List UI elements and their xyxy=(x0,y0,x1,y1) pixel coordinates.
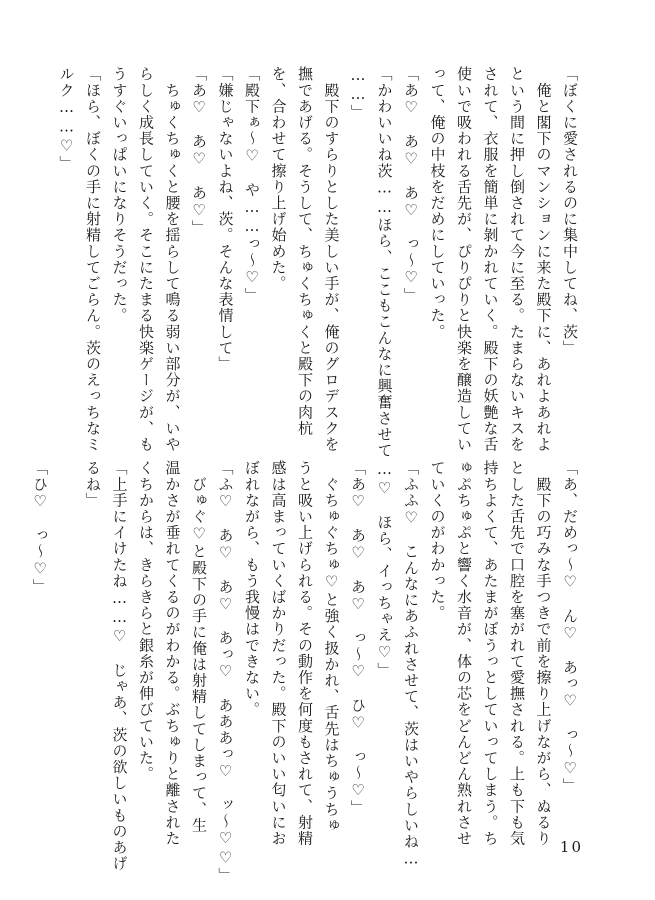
text-line: 撫であげる。そうして、ちゅくちゅくと殿下の肉杭 xyxy=(296,66,314,437)
text-line: 「ふ♡ あ♡ あ♡ あっ♡ あああっ♡ ッ〜♡♡」 xyxy=(216,460,235,884)
text-line: 殿下の巧みな手つきで前を擦り上げながら、ぬるり xyxy=(534,460,553,847)
page-number: 10 xyxy=(559,838,583,856)
text-line: ちゅくちゅくと腰を揺らして鳴る弱い部分が、いや xyxy=(163,66,182,453)
text-line: 殿下のすらりとした美しい手が、俺のグロデスクを xyxy=(322,66,341,453)
text-line: 「殿下ぁ〜♡ や……っ〜♡」 xyxy=(243,66,261,304)
text-line: 持ちよくて、あたまがぼうっとしていってしまう。ち xyxy=(481,460,500,847)
text-line: 俺と閣下のマンションに来た殿下に、あれよあれよ xyxy=(534,66,553,453)
text-line: 使いで吸われる舌先が、ぴりぴりと快楽を醸造してい xyxy=(455,66,473,453)
text-line: 「ふふ♡ こんなにあふれさせて、茨はいやらしいね… xyxy=(402,460,420,869)
text-line: 「あ、だめっ〜♡ ん♡ あっ♡ っ〜♡」 xyxy=(561,460,579,794)
text-line: ぐちゅぐちゅ♡と強く扱かれ、舌先はちゅうちゅ xyxy=(322,460,341,834)
text-column-top xyxy=(53,66,583,459)
text-line: るね」 xyxy=(84,460,102,509)
text-line: くちからは、きらきらと銀糸が伸びていた。 xyxy=(137,460,155,782)
text-line: 「あ♡ あ♡ あ♡ っ〜♡ ひ♡ っ〜♡」 xyxy=(349,460,367,817)
text-line: ルク……♡」 xyxy=(57,66,76,172)
text-line: ぼれながら、もう我慢はできない。 xyxy=(243,460,261,718)
text-line: らしく成長していく。そこにたまる快楽ゲージが、も xyxy=(137,66,155,453)
text-line: 「上手にイけたね……♡ じゃあ、茨の欲しいものあげ xyxy=(110,460,129,872)
blank-line xyxy=(53,460,80,840)
text-line: 「ほら、ぼくの手に射精してごらん。茨のえっちなミ xyxy=(84,66,102,453)
text-line: ゅぷちゅぷと響く水音が、体の芯をどんどん熟れさせ xyxy=(455,460,473,847)
text-line: って、俺の中枝をだめにしていった。 xyxy=(428,66,447,340)
text-line: うすぐいっぱいになりそうだった。 xyxy=(110,66,129,324)
text-line: 「ぼくに愛されるのに集中してね、茨」 xyxy=(561,66,579,356)
text-line: を、合わせて擦り上げ始めた。 xyxy=(269,66,288,292)
text-line: 「ひ♡ っ〜♡」 xyxy=(31,460,49,595)
text-line: ……」 xyxy=(349,66,367,121)
text-line: 「かわいいね茨……ほら、ここもこんなに興奮させて xyxy=(375,66,394,459)
text-line: 「あ♡ あ♡ あ♡ っ〜♡」 xyxy=(402,66,420,304)
text-line: …♡ ほら、イっちゃえ♡」 xyxy=(375,460,394,679)
text-line: ていくのがわかった。 xyxy=(428,460,447,621)
text-line: びゅぐ♡と殿下の手に俺は射精してしまって、生 xyxy=(190,460,208,834)
text-line: とした舌先で口腔を塞がれて愛撫される。上も下も気 xyxy=(508,460,526,847)
text-line: 「嫌じゃないよね、茨。そんな表情して」 xyxy=(216,66,235,372)
text-line: という間に押し倒されて今に至る。たまらないキスを xyxy=(508,66,526,453)
text-line: されて、衣服を簡単に剝かれていく。殿下の妖艶な舌 xyxy=(481,66,500,453)
text-line: 温かさが垂れてくるのがわかる。ぶちゅりと離された xyxy=(163,460,182,847)
text-line: うと吸い上げられる。その動作を何度もされて、射精 xyxy=(296,460,314,847)
text-line: 「あ♡ あ♡ あ♡」 xyxy=(190,66,208,236)
text-line: 感は高まっていくばかりだった。殿下のいい匂いにお xyxy=(269,460,288,847)
